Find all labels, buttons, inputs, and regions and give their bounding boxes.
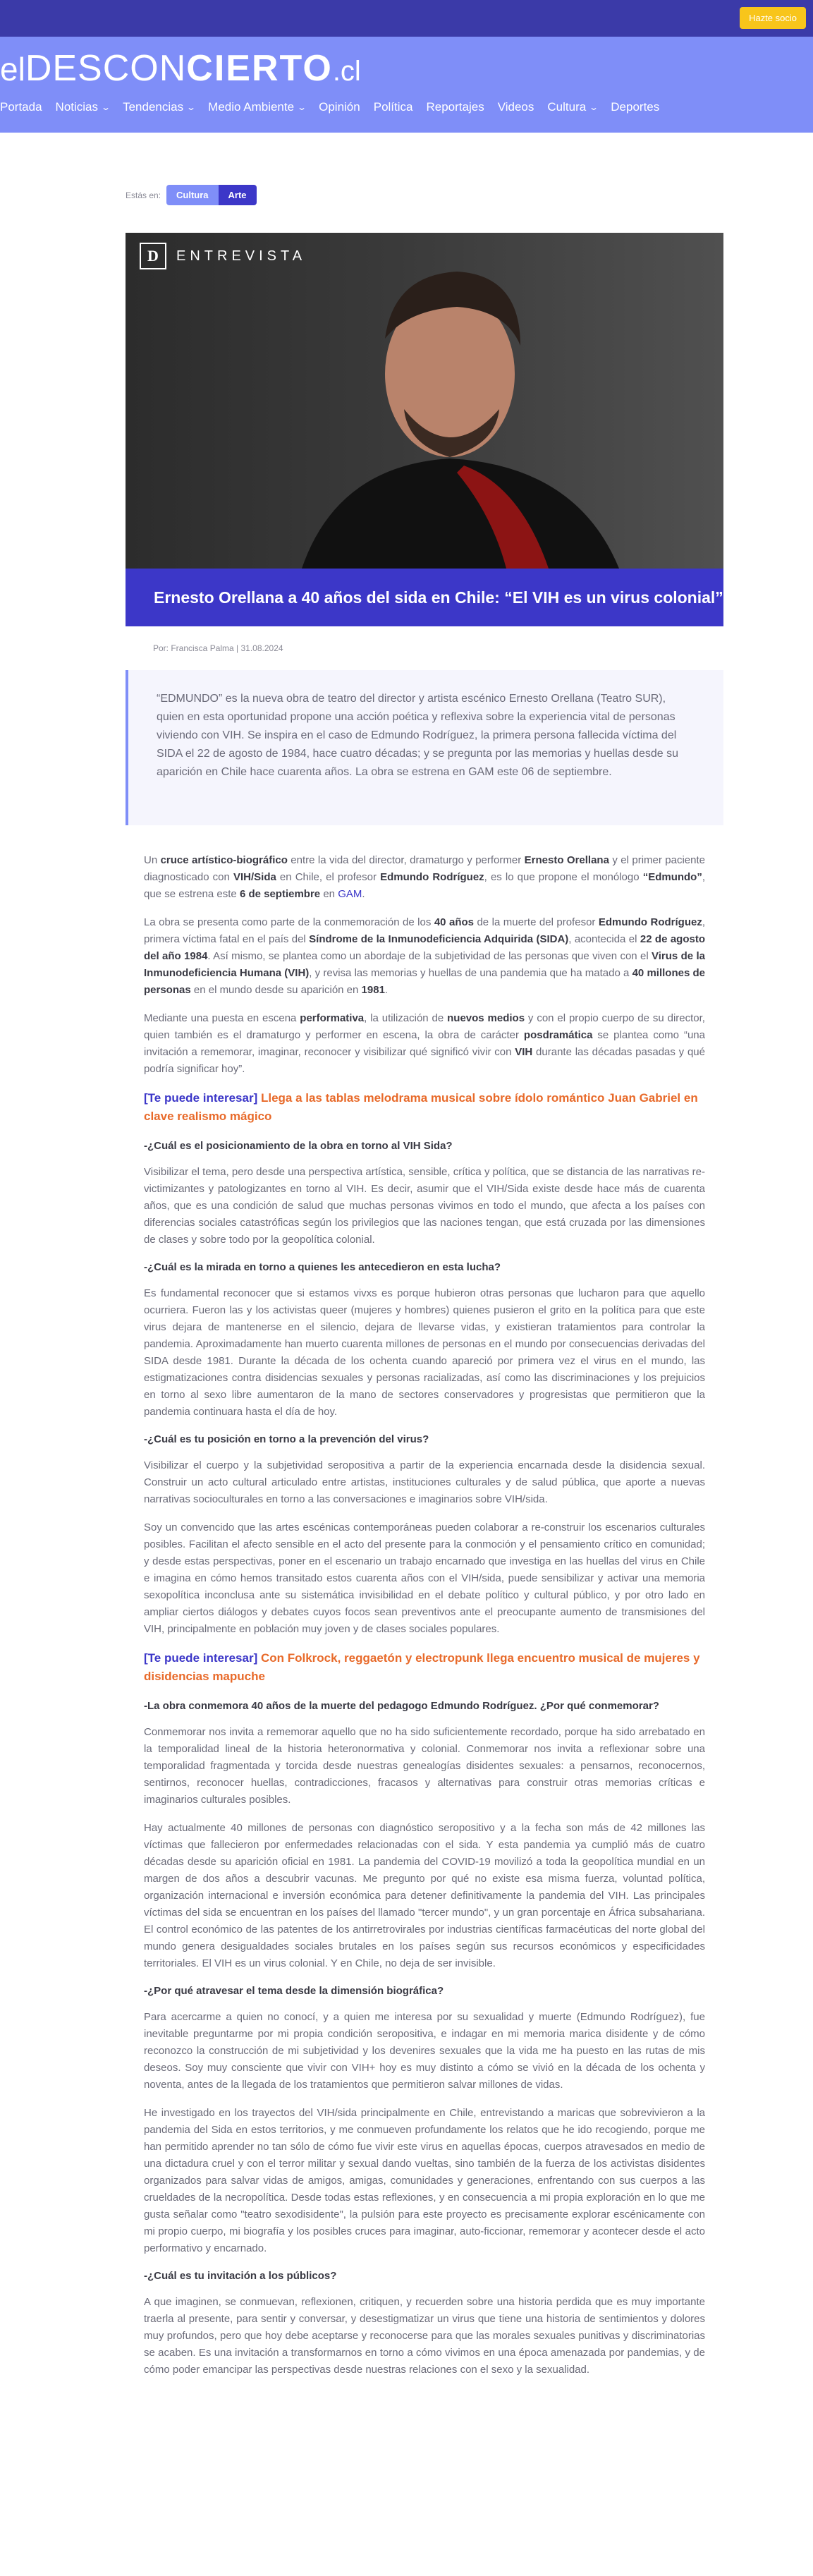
interview-answer: Soy un convencido que las artes escénicas contemporáneas pueden colaborar a re-construir los escenarios culturales posibles. Facilitan el afecto sensible en el acto del presente para la conmoción y el pensamiento crítico en comunidad; y desde estas perspectivas, poner en el escenario un trabajo encarnado que investiga en las huellas del virus en Chile e imagina en cómo hemos transitado estos cuarenta años con el VIH/sida, puede sensibilizar y activar una memoria sexopolítica inconclusa ante su sistemática invisibilidad en el debate político y cultural público, y por otro lado en ampliar ciertos diálogos y debates cuyos focos sean preventivos ante el preocupante aumento de transmisiones del VIH, principalmente en población muy joven y de clases sociales populares. <box>144 1521 705 1635</box>
chevron-down-icon: ⌄ <box>101 102 111 112</box>
article-lead <box>126 670 723 825</box>
breadcrumb-item-arte[interactable]: Arte <box>219 185 257 205</box>
interview-answer: Hay actualmente 40 millones de personas con diagnóstico seropositivo y a la fecha son más de 42 millones las víctimas que fallecieron por enfermedades relacionadas con el sida. Y esta pandemia ya cumplió más de cuatro décadas desde su aparición oficial en 1981. La pandemia del COVID-19 movilizó a toda la geopolítica mundial en un margen de dos años a descubrir vacunas. Me pregunto por qué no existe esa misma fuerza, voluntad política, organización internacional e inversión económica para detener definitivamente la pandemia del VIH. Las principales víctimas del sida se encuentran en los países del llamado "tercer mundo", y un gran porcentaje en África subsahariana. El control económico de las patentes de los antirretrovirales por industrias científicas farmacéuticas del norte global del mundo genera desigualdades sociales brutales en los países según sus recursos económicos y especificidades territoriales. El VIH es un virus colonial. Y en Chile, no deja de ser invisible. <box>144 1822 705 1969</box>
breadcrumb-item-cultura[interactable]: Cultura <box>166 185 219 205</box>
site-logo[interactable]: elDESCONCIERTO.cl <box>0 48 361 89</box>
interview-question: -¿Cuál es tu invitación a los públicos? <box>144 2270 337 2282</box>
interview-tag: ENTREVISTA <box>176 248 307 264</box>
nav-item-politica[interactable]: Política <box>373 100 413 114</box>
brand-d-icon: D <box>140 243 166 269</box>
interview-badge <box>140 243 306 269</box>
interview-answer: He investigado en los trayectos del VIH/sida principalmente en Chile, entrevistando a maricas que sobrevivieron a la pandemia del Sida en estos territorios, y me conmueven profundamente los relatos que he ido recogiendo, porque me han permitido aprender no tan sólo de cómo fue vivir este virus en aquellas épocas, cuerpos atravesados en medio de una dictadura cruel y con el terror militar y sexual dando vueltas, sino también de la fuerza de los activistas disidentes organizados para salvar vidas de amigos, amigas, comunidades y generaciones, enfrentando con sus cuerpos a las crueldades de la necropolítica. Desde todas estas reflexiones, y en consecuencia a mi propia exploración en lo que me gusta señalar como "teatro sexodisidente", la pulsión para este proyecto es precisamente explorar escénicamente con mi propio cuerpo, mi biografía y los posibles cruces para imaginar, auto-ficcionar, rememorar y acontecer desde el acto performativo y encarnado. <box>144 2107 705 2254</box>
chevron-down-icon: ⌄ <box>589 102 599 112</box>
interview-answer: Para acercarme a quien no conocí, y a quien me interesa por su sexualidad y muerte (Edmundo Rodríguez), fue inevitable preguntarme por mi propia condición seropositiva, e indagar en mi memoria marica disidente y de cómo reconozco la construcción de mi subjetividad y los devenires sexuales que la vida me ha puesto en las rutas de mis deseos. Soy muy consciente que vivir con VIH+ hoy es muy distinto a cómo se vivió en la década de los ochenta y noventa, antes de la llegada de los tratamientos que permitieron salvar millones de vidas. <box>144 2011 705 2091</box>
nav-item-videos[interactable]: Videos <box>497 100 534 114</box>
subscribe-button[interactable]: Hazte socio <box>740 7 806 29</box>
related-link[interactable]: [Te puede interesar] Con Folkrock, reggaetón y electropunk llega encuentro musical de mujeres y disidencias mapuche <box>144 1651 700 1683</box>
nav-item-medio-ambiente[interactable]: Medio Ambiente ⌄ <box>208 100 307 114</box>
interview-answer: Visibilizar el tema, pero desde una perspectiva artística, sensible, crítica y política, que se distancia de las narrativas re-victimizantes y patologizantes en torno al VIH. Es decir, asumir que el VIH/Sida existe desde hace más de cuarenta años, que es una condición de salud que muchas personas vivimos en todo el mundo, que afecta a los países con diferencias sociales catastróficas según los privilegios que las naciones tengan, que está cruzada por las dimensiones de clases y sobre todo por la geopolítica colonial. <box>144 1166 705 1246</box>
interview-answer: Es fundamental reconocer que si estamos vivxs es porque hubieron otras personas que lucharon para que aquello ocurriera. Fueron las y los activistas queer (mujeres y hombres) quienes pusieron el grito en la política para que este virus dejara de mantenerse en el silencio, dejara de llevarse vidas, y existieran tratamientos para controlar la pandemia. Aproximadamente han muerto cuarenta millones de personas en el mundo por consecuencias derivadas del SIDA desde 1981. Durante la década de los ochenta cuando apareció por primera vez el virus en el mundo, las estigmatizaciones contra disidencias sexuales y personas racializadas, así como las discriminaciones y los prejuicios en torno al sexo libre aumentaron de la mano de sectores conservadores y progresistas que permitieron que la pandemia continuara hasta el día de hoy. <box>144 1287 705 1418</box>
breadcrumb <box>126 185 257 205</box>
nav-item-noticias[interactable]: Noticias ⌄ <box>55 100 111 114</box>
site-header <box>0 37 813 133</box>
interview-question: -¿Por qué atravesar el tema desde la dimensión biográfica? <box>144 1985 444 1997</box>
related-link[interactable]: [Te puede interesar] Llega a las tablas melodrama musical sobre ídolo romántico Juan Gabriel en clave realismo mágico <box>144 1091 698 1123</box>
lead-text: “EDMUNDO” es la nueva obra de teatro del director y artista escénico Ernesto Orellana (Teatro SUR), quien en esta oportunidad propone una acción poética y reflexiva sobre la experiencia vital de personas viviendo con VIH. Se inspira en el caso de Edmundo Rodríguez, la primera persona fallecida víctima del SIDA el 22 de agosto de 1984, hace cuatro décadas; y se pregunta por las memorias y huellas desde su aparición en Chile hace cuarenta años. La obra se estrena en GAM este 06 de septiembre. <box>157 693 679 778</box>
interview-question: -¿Cuál es tu posición en torno a la prevención del virus? <box>144 1433 429 1445</box>
paragraph: Un cruce artístico-biográfico entre la vida del director, dramaturgo y performer Ernesto Orellana y el primer paciente diagnosticado con VIH/Sida en Chile, el profesor Edmundo Rodríguez, es lo que propone el monólogo “Edmundo”, que se estrena este 6 de septiembre en GAM. <box>144 854 706 900</box>
breadcrumb-label: Estás en: <box>126 190 161 200</box>
main-nav <box>0 93 673 121</box>
chevron-down-icon: ⌄ <box>297 102 307 112</box>
nav-item-reportajes[interactable]: Reportajes <box>426 100 484 114</box>
hero-image <box>126 233 723 569</box>
article-byline: Por: Francisca Palma | 31.08.2024 <box>153 643 283 653</box>
paragraph: La obra se presenta como parte de la conmemoración de los 40 años de la muerte del profesor Edmundo Rodríguez, primera víctima fatal en el país del Síndrome de la Inmunodeficiencia Adquirida (SIDA), acontecida el 22 de agosto del año 1984. Así mismo, se plantea como un abordaje de la subjetividad de las personas que viven con el Virus de la Inmunodeficiencia Humana (VIH), y revisa las memorias y huellas de una pandemia que ha matado a 40 millones de personas en el mundo desde su aparición en 1981. <box>144 916 706 996</box>
interview-answer: Visibilizar el cuerpo y la subjetividad seropositiva a partir de la experiencia encarnada desde la disidencia sexual. Construir un acto cultural articulado entre artistas, instituciones culturales y de salud pública, que aporte a nuevas narrativas socioculturales en torno a las conversaciones e imaginarios sobre VIH/sida. <box>144 1459 705 1505</box>
top-bar <box>0 0 813 37</box>
interview-question: -¿Cuál es el posicionamiento de la obra en torno al VIH Sida? <box>144 1140 453 1152</box>
article-title: Ernesto Orellana a 40 años del sida en Chile: “El VIH es un virus colonial” <box>154 588 723 607</box>
paragraph: Mediante una puesta en escena performativa, la utilización de nuevos medios y con el propio cuerpo de su director, quien también es el dramaturgo y performer en escena, la obra de carácter posdramática se plantea como “una invitación a rememorar, imaginar, reconocer y visibilizar qué significó vivir con VIH durante las décadas pasadas y qué podría significar hoy”. <box>144 1012 705 1075</box>
nav-item-deportes[interactable]: Deportes <box>611 100 660 114</box>
breadcrumb-pill <box>166 185 257 205</box>
interview-answer: Conmemorar nos invita a rememorar aquello que no ha sido suficientemente recordado, porque ha sido arrebatado en la temporalidad lineal de la historia heteronormativa y colonial. Conmemorar nos invita a reflexionar sobre una temporalidad fragmentada y torcida desde nuestras genealogías disidentes sexuales: a pensarnos, reconocernos, sentirnos, reconocer huellas, contradicciones, fracasos y alternativas para construir otras memorias críticas e imaginarios culturales posibles. <box>144 1726 705 1806</box>
portrait-illustration <box>126 233 723 569</box>
chevron-down-icon: ⌄ <box>186 102 197 112</box>
article-body <box>144 852 705 2390</box>
nav-item-opinion[interactable]: Opinión <box>319 100 360 114</box>
gam-link[interactable]: GAM <box>338 888 362 900</box>
nav-item-tendencias[interactable]: Tendencias ⌄ <box>123 100 197 114</box>
article-title-band <box>126 569 723 626</box>
interview-question: -¿Cuál es la mirada en torno a quienes les antecedieron en esta lucha? <box>144 1261 501 1273</box>
nav-item-portada[interactable]: Portada <box>0 100 42 114</box>
interview-question: -La obra conmemora 40 años de la muerte del pedagogo Edmundo Rodríguez. ¿Por qué conmemorar? <box>144 1700 659 1712</box>
nav-item-cultura[interactable]: Cultura ⌄ <box>547 100 599 114</box>
interview-answer: A que imaginen, se conmuevan, reflexionen, critiquen, y recuerden sobre una historia perdida que es muy importante traerla al presente, para sentir y conversar, y desestigmatizar un virus que tiene una historia de sentimientos y dolores muy profundos, pero que hoy debe aceptarse y reconocerse para que las morales sexuales punitivas y discriminatorias se acaben. Es una invitación a transformarnos en torno a cómo vivimos en una época amenazada por pandemias, y de cómo poder emancipar las perspectivas desde nuestras relaciones con el sexo y la sexualidad. <box>144 2296 705 2376</box>
